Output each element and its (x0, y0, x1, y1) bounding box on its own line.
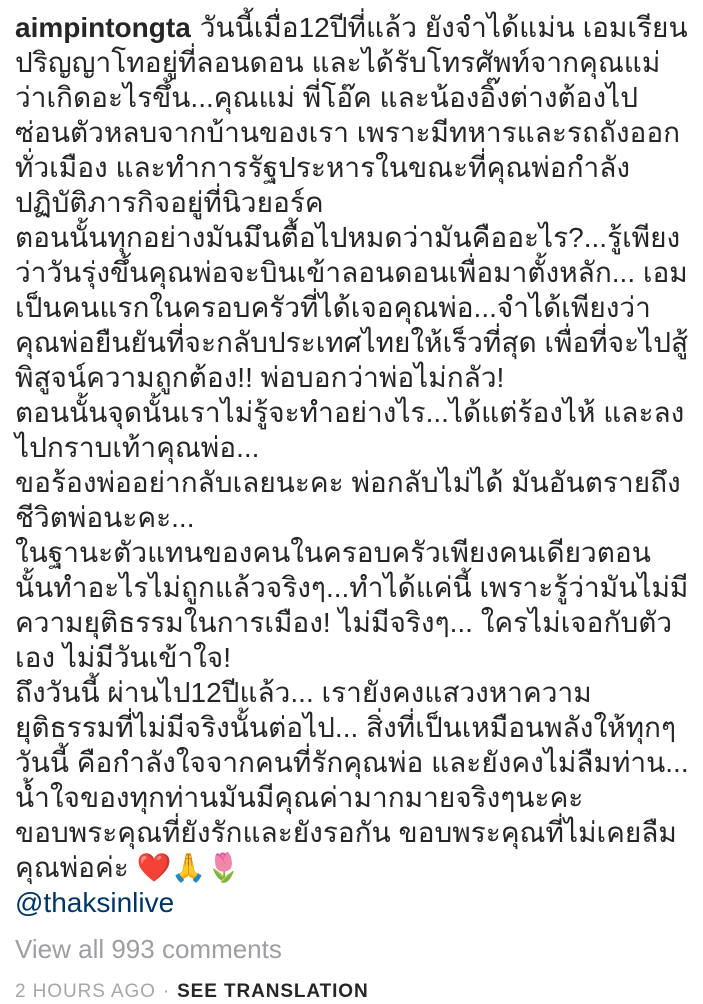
caption-paragraph: ในฐานะตัวแทนของคนในครอบครัวเพียงคนเดียวตอนนั้นทำอะไรไม่ถูกแล้วจริงๆ...ทำได้แค่นี้ เพราะรู้ว่ามันไม่มีความยุติธรรมในการเมือง! ไม่มีจริงๆ... ใครไม่เจอกับตัวเอง ไม่มีวันเข้าใจ! (15, 537, 689, 673)
caption-paragraph: ขอร้องพ่ออย่ากลับเลยนะคะ พ่อกลับไม่ได้ มันอันตรายถึงชีวิตพ่อนะคะ... (15, 467, 681, 533)
timestamp: 2 HOURS AGO (15, 981, 156, 1002)
see-translation-button[interactable]: SEE TRANSLATION (177, 981, 369, 1002)
separator-dot: · (162, 981, 171, 1002)
username-link[interactable]: aimpintongta (15, 12, 191, 43)
caption-paragraph: ตอนนั้นจุดนั้นเราไม่รู้จะทำอย่างไร...ได้แต่ร้องไห้ และลงไปกราบเท้าคุณพ่อ... (15, 397, 685, 463)
caption-paragraph: ตอนนั้นทุกอย่างมันมึนตื้อไปหมดว่ามันคืออะไร?...รู้เพียงว่าวันรุ่งขึ้นคุณพ่อจะบินเข้าลอนดอนเพื่อมาตั้งหลัก... เอมเป็นคนแรกในครอบครัวที่ได้เจอคุณพ่อ...จำได้เพียงว่า คุณพ่อยืนยันที่จะกลับประเทศไทยให้เร็วที่สุด เพื่อที่จะไปสู้พิสูจน์ความถูกต้อง!! พ่อบอกว่าพ่อไม่กลัว! (15, 222, 689, 393)
mention-link[interactable]: @thaksinlive (15, 887, 175, 918)
caption-paragraph (15, 10, 689, 220)
caption-paragraph (15, 885, 689, 920)
post-caption (15, 10, 689, 920)
caption-text: วันนี้เมื่อ12ปีที่แล้ว ยังจำได้แม่น เอมเรียนปริญญาโทอยู่ที่ลอนดอน และได้รับโทรศัพท์จากคุณแม่ว่าเกิดอะไรขึ้น...คุณแม่ พี่โอ๊ค และน้องอิ๊งต่างต้องไปซ่อนตัวหลบจากบ้านของเรา เพราะมีทหารและรถถังออกทั่วเมือง และทำการรัฐประหารในขณะที่คุณพ่อกำลังปฏิบัติภารกิจอยู่ที่นิวยอร์ค (15, 12, 688, 218)
post-meta-row (15, 980, 689, 1004)
caption-paragraph: ถึงวันนี้ ผ่านไป12ปีแล้ว... เรายังคงแสวงหาความยุติธรรมที่ไม่มีจริงนั้นต่อไป... สิ่งที่เป็นเหมือนพลังให้ทุกๆวันนี้ คือกำลังใจจากคนที่รักคุณพ่อ และยังคงไม่ลืมท่าน... น้ำใจของทุกท่านมันมีคุณค่ามากมายจริงๆนะคะ ขอบพระคุณที่ยังรักและยังรอกัน ขอบพระคุณที่ไม่เคยลืมคุณพ่อค่ะ ❤️🙏🌷 (15, 677, 689, 883)
view-all-comments-link[interactable]: View all 993 comments (15, 934, 282, 964)
